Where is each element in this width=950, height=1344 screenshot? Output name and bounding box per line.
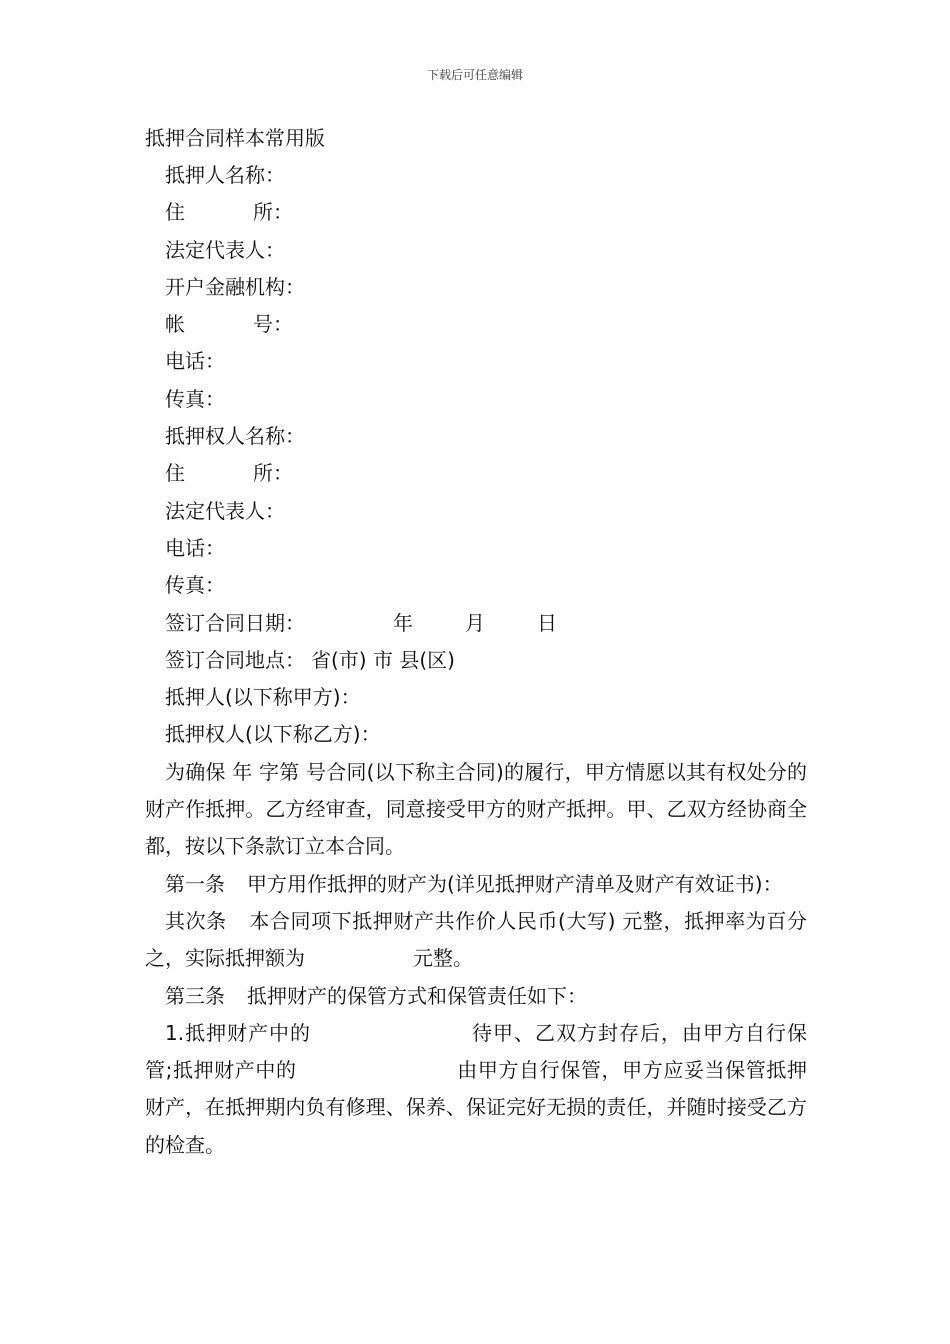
article-2-text-b: 元整。 [413,946,473,971]
account-label-b: 号： [253,312,293,337]
article-2 [145,903,807,978]
article-1 [145,866,807,903]
mortgagee-phone-field: 电话： [165,535,225,560]
sign-place-value: 省(市) 市 县(区) [311,647,455,672]
sign-place-field [145,642,807,679]
mortgagor-address-field [145,194,807,231]
party-a-field: 抵押人(以下称甲方)： [165,685,361,710]
item-1-part-b: 待甲、乙双方封存后，由甲方自行保管;抵押财产中的 [145,1020,807,1083]
mortgagor-bank-field: 开户金融机构： [165,274,305,299]
mortgagor-account-field [145,306,807,343]
address-label-a: 住 [165,200,185,225]
preamble-paragraph: 为确保 年 字第 号合同(以下称主合同)的履行，甲方情愿以其有权处分的财产作抵押。乙方经审查，同意接受甲方的财产抵押。甲、乙双方经协商全都，按以下条款订立本合同。 [145,759,807,859]
page-header: 下载后可任意编辑 [426,68,523,82]
article-3-head: 第三条 [165,983,225,1008]
contract-document [145,120,807,1164]
mortgagee-rep-field: 法定代表人： [165,498,285,523]
item-1-part-a: 1.抵押财产中的 [165,1020,312,1045]
sign-place-label: 签订合同地点： [165,647,305,672]
mortgagee-fax-field: 传真： [165,573,225,598]
party-b-field: 抵押权人(以下称乙方)： [165,722,381,747]
mortgagor-fax-field: 传真： [165,386,225,411]
mortgagee-address-field [145,455,807,492]
mortgagee-name-field: 抵押权人名称： [165,424,305,449]
article-1-text: 甲方用作抵押的财产为(详见抵押财产清单及财产有效证书)： [247,871,783,896]
document-title: 抵押合同样本常用版 [145,126,325,150]
sign-date-year: 年 [393,610,413,635]
article-1-head: 第一条 [165,871,225,896]
account-label-a: 帐 [165,312,185,337]
item-1-part-c: 由甲方自行保管，甲方应妥当保管抵押财产，在抵押期内负有修理、保养、保证完好无损的责任，并随时接受乙方的检查。 [145,1058,807,1157]
mortgagor-phone-field: 电话： [165,349,225,374]
item-1-paragraph [145,1015,807,1164]
address-label-b: 所： [253,200,293,225]
mortgagor-rep-field: 法定代表人： [165,237,285,262]
mortgagor-name-field: 抵押人名称： [165,163,285,187]
article-3-text: 抵押财产的保管方式和保管责任如下： [247,983,587,1008]
article-3 [145,978,807,1015]
article-2-head: 其次条 [165,908,227,933]
sign-date-day: 日 [537,610,557,635]
sign-date-label: 签订合同日期： [165,610,305,635]
address-label-a: 住 [165,461,185,486]
sign-date-month: 月 [465,610,485,635]
article-2-text-a: 本合同项下抵押财产共作价人民币(大写) 元整，抵押率为百分之，实际抵押额为 [145,908,807,971]
address-label-b: 所： [253,461,293,486]
sign-date-field [145,605,807,642]
